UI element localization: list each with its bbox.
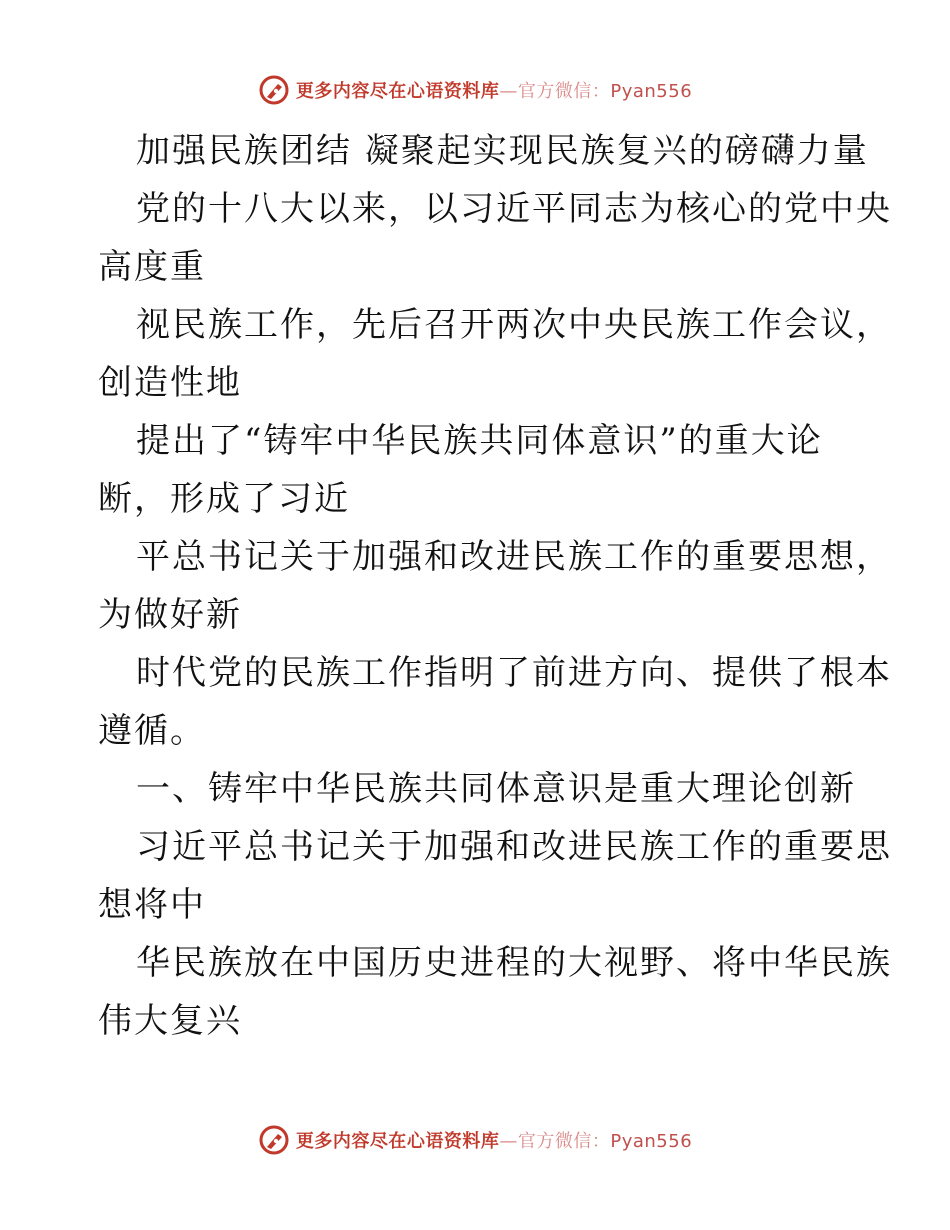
text-line: 时代党的民族工作指明了前进方向、提供了根本 xyxy=(136,653,892,693)
footer-banner xyxy=(0,1122,950,1158)
banner-wechat-label: —官方微信： xyxy=(499,81,611,102)
text-line: 华民族放在中国历史进程的大视野、将中华民族 xyxy=(136,943,892,983)
banner-text xyxy=(296,77,692,103)
text-line: 平总书记关于加强和改进民族工作的重要思想， xyxy=(136,537,892,577)
banner-site-name: 更多内容尽在心语资料库 xyxy=(295,81,500,102)
banner-text xyxy=(296,1127,692,1153)
text-line: 高度重 xyxy=(98,247,206,287)
pen-logo-icon xyxy=(258,74,290,106)
text-line: 创造性地 xyxy=(98,363,242,403)
text-line: 一、铸牢中华民族共同体意识是重大理论创新 xyxy=(136,769,856,809)
header-banner xyxy=(0,72,950,108)
text-line: 为做好新 xyxy=(98,595,242,635)
document-body xyxy=(98,122,892,1050)
text-line: 加强民族团结 凝聚起实现民族复兴的磅礴力量 xyxy=(136,131,869,171)
banner-wechat-id: Pyan556 xyxy=(610,1131,693,1152)
text-line: 想将中 xyxy=(98,885,206,925)
text-line: 习近平总书记关于加强和改进民族工作的重要思 xyxy=(136,827,892,867)
text-line: 党的十八大以来，以习近平同志为核心的党中央 xyxy=(136,189,892,229)
banner-site-name: 更多内容尽在心语资料库 xyxy=(295,1131,500,1152)
text-line: 提出了“铸牢中华民族共同体意识”的重大论 xyxy=(136,421,823,461)
pen-logo-icon xyxy=(258,1124,290,1156)
text-line: 伟大复兴 xyxy=(98,1001,242,1041)
text-line: 遵循。 xyxy=(98,711,206,751)
banner-wechat-label: —官方微信： xyxy=(499,1131,611,1152)
text-line: 断，形成了习近 xyxy=(98,479,350,519)
banner-wechat-id: Pyan556 xyxy=(610,81,693,102)
text-line: 视民族工作，先后召开两次中央民族工作会议， xyxy=(136,305,892,345)
